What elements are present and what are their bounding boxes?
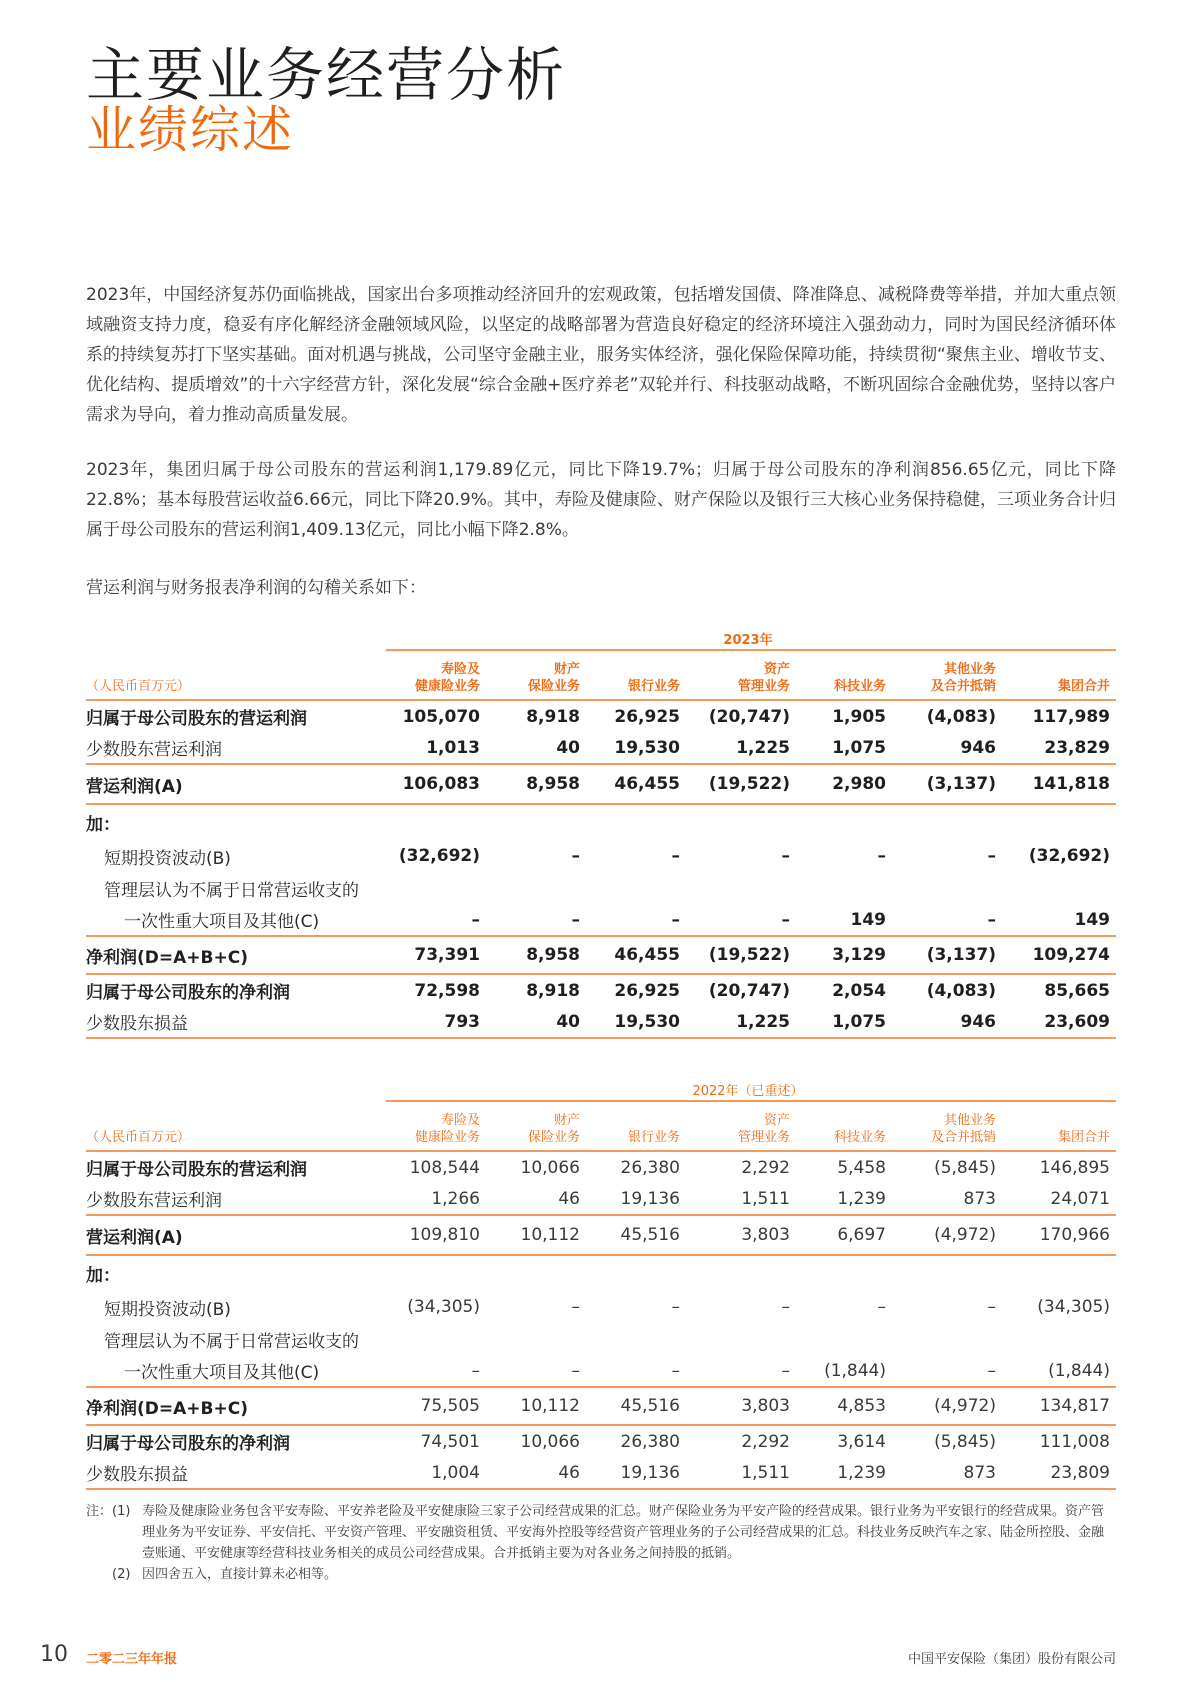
cell-value: 946 [960, 737, 996, 758]
table-2023 [86, 627, 1116, 1039]
cell-value [386, 872, 486, 904]
cell-value: 19,136 [620, 1188, 680, 1209]
row-label: 净利润(D=A+B+C) [86, 947, 248, 968]
row-label: 归属于母公司股东的净利润 [86, 983, 290, 1003]
cell-value: (32,692) [398, 846, 480, 866]
cell-value: – [877, 1297, 886, 1317]
cell-value: – [571, 1360, 580, 1381]
cell-value: 10,066 [520, 1157, 580, 1178]
table-2022-body [86, 1151, 1116, 1489]
cell-value: – [671, 1360, 680, 1381]
cell-value: (4,972) [934, 1225, 996, 1245]
cell-value: 8,958 [526, 774, 580, 794]
cell-value [586, 804, 686, 840]
cell-value: 117,989 [1032, 706, 1110, 727]
table-2022-year: 2022年（已重述） [386, 1078, 1116, 1101]
cell-value: 1,075 [832, 737, 886, 758]
cell-value: 170,966 [1039, 1225, 1110, 1245]
cell-value: (5,845) [934, 1157, 996, 1178]
footnote-2-marker: (2) [112, 1567, 131, 1582]
cell-value: – [987, 1360, 996, 1381]
cell-value [1002, 1323, 1116, 1355]
col-property-casualty: 财产 保险业务 [527, 662, 580, 694]
unit-label: （人民币百万元） [86, 1130, 191, 1145]
row-label: 净利润(D=A+B+C) [86, 1398, 248, 1419]
row-label: 少数股东损益 [86, 1014, 188, 1034]
cell-value: 1,225 [736, 737, 790, 758]
cell-value: 1,266 [431, 1188, 480, 1209]
cell-value: 1,239 [837, 1188, 886, 1209]
footnote-2-text: 因四舍五入，直接计算未必相等。 [142, 1567, 338, 1582]
cell-value: – [571, 846, 580, 866]
cell-value: 40 [556, 737, 580, 758]
cell-value: 3,803 [741, 1225, 790, 1245]
cell-value [796, 1323, 892, 1355]
row-label: 加： [86, 815, 120, 835]
cell-value: – [571, 909, 580, 930]
cell-value [386, 1323, 486, 1355]
cell-value [1002, 804, 1116, 840]
cell-value: 19,530 [614, 737, 680, 758]
cell-value: 45,516 [620, 1396, 680, 1416]
col-banking: 银行业务 [627, 1130, 680, 1145]
table-row [86, 1151, 1116, 1183]
cell-value: 106,083 [402, 774, 480, 794]
cell-value: 109,810 [409, 1225, 480, 1245]
cell-value: 134,817 [1039, 1396, 1110, 1416]
cell-value: 1,225 [736, 1011, 790, 1032]
footnotes [86, 1501, 1116, 1585]
cell-value: 45,516 [620, 1225, 680, 1245]
row-label: 少数股东损益 [86, 1465, 188, 1485]
row-label: 营运利润(A) [86, 1227, 183, 1248]
cell-value: 873 [963, 1188, 996, 1209]
table-row [86, 1291, 1116, 1323]
cell-value [386, 804, 486, 840]
row-label: 少数股东营运利润 [86, 1191, 222, 1211]
cell-value [686, 804, 796, 840]
table-row [86, 804, 1116, 840]
cell-value: 19,530 [614, 1011, 680, 1032]
cell-value [686, 872, 796, 904]
row-label: 少数股东营运利润 [86, 740, 222, 760]
col-life-health: 寿险及 健康险业务 [414, 1113, 480, 1145]
cell-value: 26,925 [614, 706, 680, 727]
cell-value: 73,391 [414, 945, 480, 965]
table-row [86, 1255, 1116, 1291]
cell-value: (20,747) [708, 980, 790, 1001]
cell-value: 2,292 [741, 1157, 790, 1178]
cell-value: 3,614 [837, 1431, 886, 1452]
cell-value [892, 872, 1002, 904]
col-asset-management: 资产 管理业务 [737, 1113, 790, 1145]
section-subtitle: 业绩综述 [86, 101, 294, 159]
row-label: 归属于母公司股东的营运利润 [86, 1160, 307, 1180]
cell-value: 46 [558, 1462, 580, 1483]
cell-value [486, 804, 586, 840]
row-label: 一次性重大项目及其他(C) [124, 912, 320, 932]
cell-value [486, 1255, 586, 1291]
cell-value [892, 1255, 1002, 1291]
results-paragraph: 2023年，集团归属于母公司股东的营运利润1,179.89亿元，同比下降19.7%；归属于母公司股东的净利润856.65亿元，同比下降22.8%；基本每股营运收益6.66元，同比下降20.9%。其中，寿险及健康险、财产保险以及银行三大核心业务保持稳健，三项业务合计归属于母公司股东的营运利润1,409.13亿元，同比小幅下降2.8%。 [86, 460, 1116, 540]
table-row [86, 936, 1116, 974]
cell-value: 23,609 [1044, 1011, 1110, 1032]
table-2022 [86, 1078, 1116, 1490]
cell-value: (4,972) [934, 1396, 996, 1416]
intro-paragraph: 2023年，中国经济复苏仍面临挑战，国家出台多项推动经济回升的宏观政策，包括增发国债、降准降息、减税降费等举措，并加大重点领域融资支持力度，稳妥有序化解经济金融领域风险，以坚定的战略部署为营造良好稳定的经济环境注入强劲动力，同时为国民经济循环体系的持续复苏打下坚实基础。面对机遇与挑战，公司坚守金融主业，服务实体经济，强化保险保障功能，持续贯彻“聚焦主业、增收节支、优化结构、提质增效”的十六字经营方针，深化发展“综合金融+医疗养老”双轮并行、科技驱动战略，不断巩固综合金融优势，坚持以客户需求为导向，着力推动高质量发展。 [86, 285, 1116, 425]
cell-value: 74,501 [420, 1431, 480, 1452]
table-row [86, 1425, 1116, 1457]
cell-value: (19,522) [708, 945, 790, 965]
col-other-elimination: 其他业务 及合并抵销 [930, 1113, 996, 1145]
cell-value: 946 [960, 1011, 996, 1032]
footnote-1 [86, 1501, 1116, 1564]
row-label: 营运利润(A) [86, 776, 183, 797]
col-technology: 科技业务 [833, 1130, 886, 1145]
cell-value: – [781, 909, 790, 930]
cell-value: 24,071 [1050, 1188, 1110, 1209]
cell-value: 3,803 [741, 1396, 790, 1416]
cell-value [386, 1255, 486, 1291]
cell-value: 10,066 [520, 1431, 580, 1452]
cell-value: 8,918 [526, 706, 580, 727]
cell-value [796, 1255, 892, 1291]
table-2023-body [86, 700, 1116, 1038]
cell-value: (3,137) [926, 945, 996, 965]
report-name: 二零二三年年报 [86, 1652, 178, 1667]
cell-value: 10,112 [520, 1396, 580, 1416]
cell-value: 8,918 [526, 980, 580, 1001]
cell-value [892, 1323, 1002, 1355]
page-title: 主要业务经营分析 [86, 41, 567, 109]
cell-value: 2,292 [741, 1431, 790, 1452]
cell-value: 793 [444, 1011, 480, 1032]
col-banking: 银行业务 [627, 679, 680, 694]
cell-value: 111,008 [1039, 1431, 1110, 1452]
company-name: 中国平安保险（集团）股份有限公司 [907, 1652, 1116, 1667]
cell-value: (5,845) [934, 1431, 996, 1452]
cell-value: 2,054 [832, 980, 886, 1001]
cell-value: 149 [1074, 909, 1110, 930]
cell-value [586, 1323, 686, 1355]
cell-value: (3,137) [926, 774, 996, 794]
footnote-2 [86, 1564, 1116, 1585]
table-row [86, 1355, 1116, 1387]
cell-value [586, 1255, 686, 1291]
cell-value [686, 1255, 796, 1291]
cell-value: (4,083) [926, 706, 996, 727]
row-label: 归属于母公司股东的营运利润 [86, 709, 307, 729]
footnote-1-text: 寿险及健康险业务包含平安寿险、平安养老险及平安健康险三家子公司经营成果的汇总。财产保险业务为平安产险的经营成果。银行业务为平安银行的经营成果。资产管理业务为平安证券、平安信托、平安资产管理、平安融资租赁、平安海外控股等经营资产管理业务的子公司经营成果的汇总。科技业务反映汽车之家、陆金所控股、金融壹账通、平安健康等经营科技业务相关的成员公司经营成果。合并抵销主要为对各业务之间持股的抵销。 [142, 1504, 1105, 1561]
cell-value: 108,544 [409, 1157, 480, 1178]
cell-value [796, 872, 892, 904]
cell-value: (34,305) [407, 1297, 480, 1317]
cell-value: 19,136 [620, 1462, 680, 1483]
table-row [86, 904, 1116, 936]
cell-value [1002, 1255, 1116, 1291]
cell-value [1002, 872, 1116, 904]
cell-value: 149 [850, 909, 886, 930]
cell-value: 23,809 [1050, 1462, 1110, 1483]
cell-value: – [781, 1297, 790, 1317]
table-row [86, 1006, 1116, 1038]
cell-value: 146,895 [1039, 1157, 1110, 1178]
page-footer [40, 1642, 1116, 1670]
cell-value: 109,274 [1032, 945, 1110, 965]
row-label: 管理层认为不属于日常营运收支的 [104, 1331, 359, 1352]
cell-value: (34,305) [1037, 1297, 1110, 1317]
col-other-elimination: 其他业务 及合并抵销 [930, 662, 996, 694]
table-row [86, 1323, 1116, 1355]
cell-value: (4,083) [926, 980, 996, 1001]
cell-value: 46 [558, 1188, 580, 1209]
page-number: 10 [40, 1642, 68, 1667]
cell-value: – [471, 909, 480, 930]
cell-value: (32,692) [1028, 846, 1110, 866]
cell-value: 105,070 [402, 706, 480, 727]
cell-value: (1,844) [1048, 1360, 1110, 1381]
cell-value: 1,511 [741, 1462, 790, 1483]
cell-value: 2,980 [832, 774, 886, 794]
cell-value: – [781, 1360, 790, 1381]
cell-value: 1,239 [837, 1462, 886, 1483]
cell-value: 75,505 [420, 1396, 480, 1416]
table-row [86, 764, 1116, 804]
row-label: 一次性重大项目及其他(C) [124, 1363, 320, 1383]
reconciliation-intro: 营运利润与财务报表净利润的勾稽关系如下： [86, 578, 426, 598]
cell-value [486, 1323, 586, 1355]
table-row [86, 840, 1116, 872]
cell-value: 40 [556, 1011, 580, 1032]
cell-value: – [877, 846, 886, 866]
cell-value: 23,829 [1044, 737, 1110, 758]
cell-value: – [987, 909, 996, 930]
table-row [86, 1215, 1116, 1255]
cell-value: – [671, 1297, 680, 1317]
cell-value: 4,853 [837, 1396, 886, 1416]
cell-value: 1,511 [741, 1188, 790, 1209]
col-life-health: 寿险及 健康险业务 [414, 662, 480, 694]
col-technology: 科技业务 [833, 679, 886, 694]
cell-value: 26,380 [620, 1431, 680, 1452]
cell-value: 46,455 [614, 774, 680, 794]
cell-value: 1,004 [431, 1462, 480, 1483]
cell-value: 5,458 [837, 1157, 886, 1178]
cell-value [686, 1323, 796, 1355]
row-label: 短期投资波动(B) [104, 848, 231, 869]
cell-value: – [471, 1360, 480, 1381]
table-row [86, 1183, 1116, 1215]
cell-value [586, 872, 686, 904]
cell-value: 26,925 [614, 980, 680, 1001]
row-label: 管理层认为不属于日常营运收支的 [104, 880, 359, 901]
table-row [86, 1387, 1116, 1425]
table-row [86, 732, 1116, 764]
row-label: 加： [86, 1266, 120, 1286]
cell-value [892, 804, 1002, 840]
table-2023-year: 2023年 [386, 627, 1116, 650]
cell-value: – [571, 1297, 580, 1317]
table-row [86, 974, 1116, 1006]
cell-value: – [987, 1297, 996, 1317]
cell-value: – [671, 846, 680, 866]
row-label: 归属于母公司股东的净利润 [86, 1434, 290, 1454]
table-row [86, 872, 1116, 904]
cell-value: (19,522) [708, 774, 790, 794]
cell-value: 6,697 [837, 1225, 886, 1245]
cell-value: (20,747) [708, 706, 790, 727]
row-label: 短期投资波动(B) [104, 1299, 231, 1320]
footnote-1-marker: 注：(1) [86, 1504, 131, 1519]
col-group-consolidated: 集团合并 [1057, 679, 1110, 694]
cell-value: 8,958 [526, 945, 580, 965]
cell-value [796, 804, 892, 840]
cell-value: 3,129 [832, 945, 886, 965]
cell-value: (1,844) [824, 1360, 886, 1381]
cell-value: 46,455 [614, 945, 680, 965]
cell-value: 1,013 [426, 737, 480, 758]
col-group-consolidated: 集团合并 [1057, 1130, 1110, 1145]
table-row [86, 700, 1116, 732]
cell-value: 1,905 [832, 706, 886, 727]
cell-value: 1,075 [832, 1011, 886, 1032]
col-asset-management: 资产 管理业务 [737, 662, 790, 694]
cell-value: 72,598 [414, 980, 480, 1001]
col-property-casualty: 财产 保险业务 [527, 1113, 580, 1145]
cell-value: 85,665 [1044, 980, 1110, 1001]
table-row [86, 1457, 1116, 1489]
cell-value: 26,380 [620, 1157, 680, 1178]
cell-value: 10,112 [520, 1225, 580, 1245]
cell-value: – [987, 846, 996, 866]
cell-value: 873 [963, 1462, 996, 1483]
cell-value [486, 872, 586, 904]
cell-value: 141,818 [1032, 774, 1110, 794]
cell-value: – [781, 846, 790, 866]
cell-value: – [671, 909, 680, 930]
unit-label: （人民币百万元） [86, 679, 191, 694]
